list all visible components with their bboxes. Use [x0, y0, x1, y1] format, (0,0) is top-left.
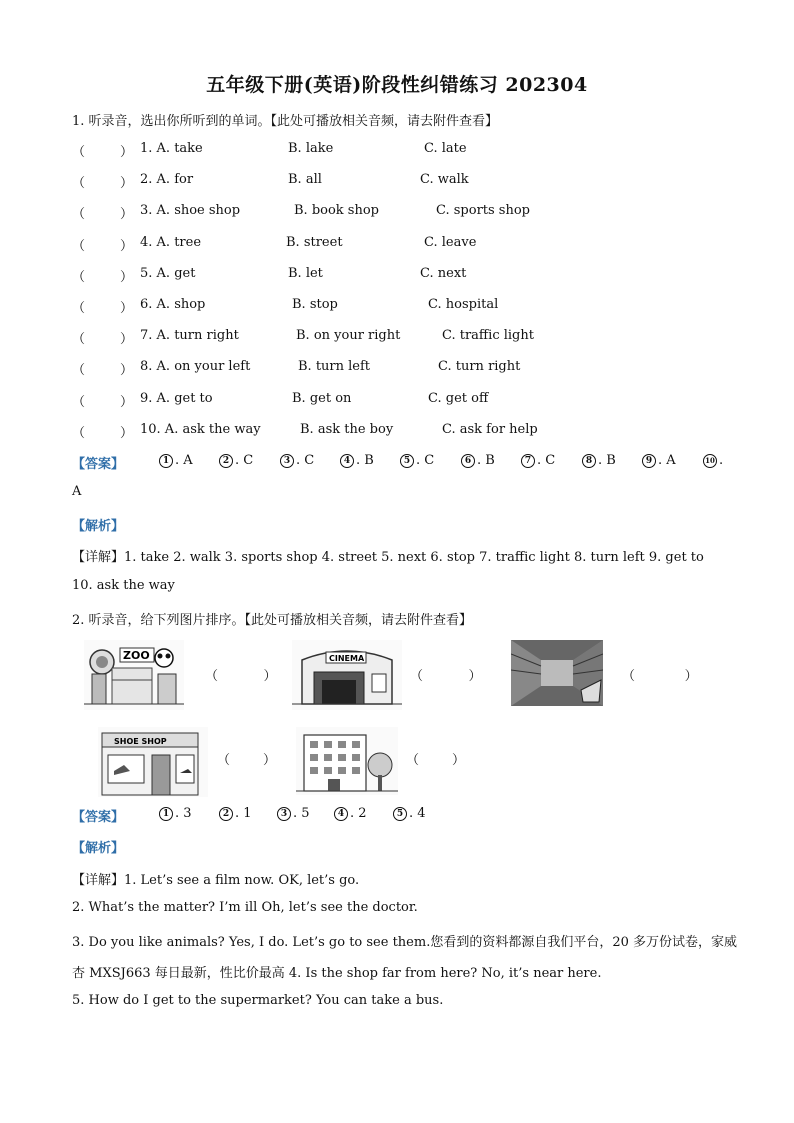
answer-value: . [719, 453, 724, 468]
circled-number: 5 [400, 454, 414, 468]
answer-blank-open[interactable]: （ [72, 238, 86, 254]
option-b: B. book shop [294, 203, 379, 219]
q2-detail-line-5: 5. How do I get to the supermarket? You can take a bus. [72, 993, 444, 1008]
blank-paren[interactable]: （ ） [217, 753, 277, 768]
answer-blank-close[interactable]: ） [120, 238, 134, 254]
q1-answer-item [159, 453, 193, 468]
option-b: B. on your right [296, 328, 401, 344]
answer-blank-open[interactable]: （ [72, 145, 86, 160]
option-c: C. sports shop [436, 203, 531, 219]
q1-detail-line1: 1. take 2. walk 3. sports shop 4. street 5. next 6. stop 7. traffic light 8. turn left 9. get to [124, 550, 704, 565]
answer-blank-close[interactable]: ） [120, 301, 134, 316]
q1-analysis-label: 【解析】 [72, 519, 125, 534]
answer-value: . 2 [350, 806, 367, 821]
blank-paren[interactable]: （ ） [622, 669, 698, 684]
q1-prompt: 1. 听录音，选出你所听到的单词。【此处可播放相关音频，请去附件查看】 [72, 114, 499, 129]
q1-answer-wrap: A [72, 484, 82, 499]
option-a: 5. A. get [140, 265, 196, 281]
circled-number: 9 [642, 454, 656, 468]
cinema-sign: CINEMA [329, 654, 365, 663]
circled-number: 5 [393, 807, 407, 821]
q1-answer-item [521, 453, 555, 468]
option-c: C. traffic light [442, 328, 534, 344]
option-a: 2. A. for [140, 172, 194, 188]
q2-detail-line-3: 3. Do you like animals? Yes, I do. Let’s go to see them.您看到的资料都源自我们平台，20 多万份试卷，家威 [72, 935, 737, 950]
q2-analysis-label: 【解析】 [72, 841, 125, 856]
option-a: 3. A. shoe shop [140, 203, 241, 219]
answer-blank-close[interactable]: ） [120, 425, 134, 441]
answer-value: . C [416, 453, 435, 468]
option-b: B. street [286, 234, 343, 250]
circled-number: 3 [280, 454, 294, 468]
cinema-picture [292, 640, 402, 710]
q1-answer-label: 【答案】 [72, 457, 125, 472]
q2-detail-line-4: 杏 MXSJ663 每日最新，性比价最高 4. Is the shop far from here? No, it’s near here. [72, 966, 602, 981]
option-c: C. walk [420, 172, 469, 188]
option-c: C. turn right [438, 359, 521, 375]
blank-paren[interactable]: （ ） [410, 669, 482, 684]
circled-number: 2 [219, 807, 233, 821]
q1-answer-item [340, 453, 374, 468]
option-b: B. turn left [298, 359, 371, 375]
supermarket-picture [511, 640, 603, 706]
circled-number: 3 [277, 807, 291, 821]
option-b: B. ask the boy [300, 421, 394, 437]
option-c: C. get off [428, 390, 489, 406]
option-c: C. next [420, 265, 467, 281]
answer-value: . 5 [293, 806, 310, 821]
q1-answer-item [219, 453, 253, 468]
answer-blank-close[interactable]: ） [120, 394, 134, 410]
answer-value: . A [658, 453, 676, 468]
option-b: B. get on [292, 390, 352, 406]
answer-blank-open[interactable]: （ [72, 425, 86, 441]
answer-value: . 3 [175, 806, 192, 821]
answer-value: . C [296, 453, 315, 468]
q2-answer-item [159, 806, 192, 821]
circled-number: 2 [219, 454, 233, 468]
circled-number: 4 [340, 454, 354, 468]
q1-detail [72, 546, 704, 565]
answer-value: . C [235, 453, 254, 468]
answer-blank-close[interactable]: ） [120, 207, 134, 223]
circled-number: 1 [159, 454, 173, 468]
answer-blank-close[interactable]: ） [120, 363, 134, 379]
q1-detail-label: 【详解】 [72, 550, 125, 565]
answer-value: . B [477, 453, 495, 468]
q1-answer-item [280, 453, 314, 468]
page-title: 五年级下册(英语)阶段性纠错练习 202304 [206, 74, 588, 96]
option-b: B. all [288, 172, 322, 188]
blank-paren[interactable]: （ ） [406, 753, 466, 768]
answer-blank-close[interactable]: ） [120, 145, 134, 160]
shoe-shop-picture [98, 727, 208, 797]
circled-number: 8 [582, 454, 596, 468]
hospital-picture [296, 727, 398, 795]
option-c: C. leave [424, 234, 477, 250]
answer-blank-close[interactable]: ） [120, 332, 134, 348]
answer-blank-open[interactable]: （ [72, 363, 86, 379]
option-b: B. stop [292, 297, 338, 312]
q1-detail-line2: 10. ask the way [72, 578, 175, 593]
circled-number: 10 [703, 454, 717, 468]
q2-detail-line-1: 【详解】1. Let’s see a film now. OK, let’s go. [72, 873, 360, 888]
blank-paren[interactable]: （ ） [205, 669, 277, 684]
q2-answer-label: 【答案】 [72, 810, 125, 825]
answer-blank-open[interactable]: （ [72, 176, 86, 192]
q2-answer-item [219, 806, 252, 821]
answer-blank-open[interactable]: （ [72, 207, 86, 223]
option-a: 6. A. shop [140, 297, 206, 312]
option-b: B. let [288, 265, 323, 281]
option-b: B. lake [288, 141, 334, 156]
answer-blank-open[interactable]: （ [72, 332, 86, 348]
answer-blank-close[interactable]: ） [120, 176, 134, 192]
circled-number: 4 [334, 807, 348, 821]
q2-prompt: 2. 听录音，给下列图片排序。【此处可播放相关音频，请去附件查看】 [72, 613, 473, 628]
option-a: 4. A. tree [140, 234, 202, 250]
option-a: 9. A. get to [140, 390, 213, 406]
circled-number: 6 [461, 454, 475, 468]
q2-answer-item [334, 806, 367, 821]
q1-answer-item [461, 453, 495, 468]
answer-blank-close[interactable]: ） [120, 269, 134, 285]
q2-detail-label: 【详解】 [72, 873, 125, 888]
zoo-sign: ZOO [123, 649, 150, 662]
q2-answer-item [277, 806, 310, 821]
option-c: C. hospital [428, 297, 499, 312]
answer-blank-open[interactable]: （ [72, 269, 86, 285]
answer-value: . C [537, 453, 556, 468]
circled-number: 7 [521, 454, 535, 468]
q1-answer-item [642, 453, 676, 468]
answer-blank-open[interactable]: （ [72, 301, 86, 316]
option-a: 8. A. on your left [140, 359, 251, 375]
option-a: 1. A. take [140, 141, 203, 156]
q2-detail-line-2: 2. What’s the matter? I’m ill Oh, let’s see the doctor. [72, 900, 418, 915]
answer-value: . A [175, 453, 193, 468]
answer-value: . B [598, 453, 616, 468]
zoo-picture [84, 640, 184, 710]
answer-value: . 1 [235, 806, 252, 821]
option-c: C. late [424, 141, 467, 156]
circled-number: 1 [159, 807, 173, 821]
option-a: 10. A. ask the way [140, 421, 261, 437]
answer-value: . 4 [409, 806, 426, 821]
shoe-shop-sign: SHOE SHOP [114, 737, 167, 746]
q2-answer-item [393, 806, 426, 821]
q1-answer-item [582, 453, 616, 468]
q1-answer-item [400, 453, 434, 468]
answer-value: . B [356, 453, 374, 468]
q1-answer-item [703, 453, 723, 468]
option-c: C. ask for help [442, 421, 538, 437]
answer-blank-open[interactable]: （ [72, 394, 86, 410]
option-a: 7. A. turn right [140, 328, 239, 344]
